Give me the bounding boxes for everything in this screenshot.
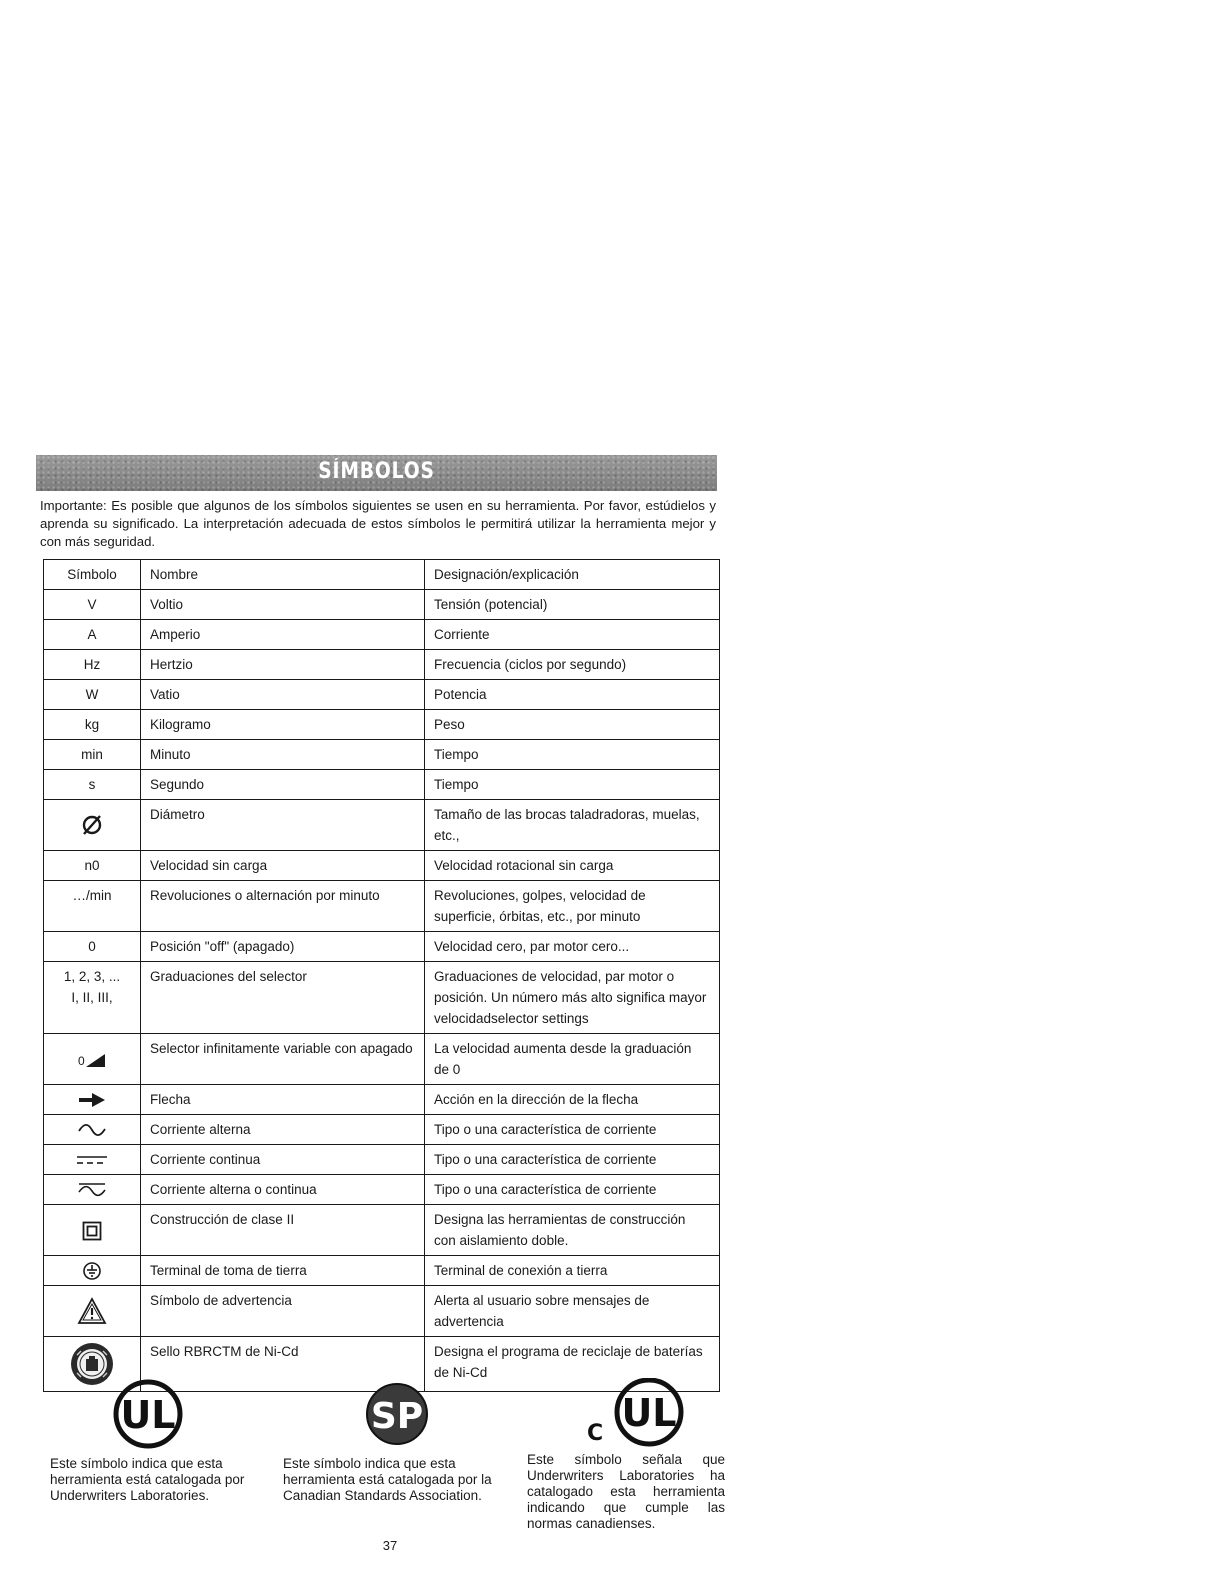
name-cell: Graduaciones del selector: [141, 962, 425, 1034]
ul-mark-icon: [106, 1378, 190, 1450]
name-cell: Revoluciones o alternación por minuto: [141, 881, 425, 932]
diameter-icon: [79, 812, 105, 838]
table-row: [44, 881, 720, 932]
table-row: [44, 1115, 720, 1145]
symbol-cell: s: [44, 770, 141, 800]
table-row: [44, 1034, 720, 1085]
name-cell: Corriente alterna o continua: [141, 1175, 425, 1205]
desc-cell: Potencia: [425, 680, 720, 710]
table-row: [44, 680, 720, 710]
symbol-cell: [44, 1256, 141, 1286]
desc-cell: Tiempo: [425, 770, 720, 800]
symbol-cell: kg: [44, 710, 141, 740]
desc-cell: Designa el programa de reciclaje de baterías de Ni-Cd: [425, 1337, 720, 1392]
symbol-cell: [44, 1034, 141, 1085]
name-cell: Kilogramo: [141, 710, 425, 740]
desc-cell: Revoluciones, golpes, velocidad de superficie, órbitas, etc., por minuto: [425, 881, 720, 932]
name-cell: Hertzio: [141, 650, 425, 680]
table-row: [44, 620, 720, 650]
name-cell: Segundo: [141, 770, 425, 800]
desc-cell: Alerta al usuario sobre mensajes de advertencia: [425, 1286, 720, 1337]
desc-cell: Frecuencia (ciclos por segundo): [425, 650, 720, 680]
table-row: [44, 1205, 720, 1256]
symbol-line: 1, 2, 3, ...: [63, 969, 121, 984]
table-row: [44, 1085, 720, 1115]
desc-cell: Peso: [425, 710, 720, 740]
name-cell: Sello RBRCTM de Ni-Cd: [141, 1337, 425, 1392]
name-cell: Posición "off" (apagado): [141, 932, 425, 962]
cul-mark-prefix: C: [587, 1421, 604, 1446]
symbol-cell: [44, 1145, 141, 1175]
symbol-cell: 0: [44, 932, 141, 962]
table-row: [44, 1145, 720, 1175]
symbol-cell: [44, 1205, 141, 1256]
variable-selector-icon: [77, 1050, 107, 1070]
ul-mark: [106, 1378, 190, 1455]
symbols-table: [43, 559, 720, 1392]
ul-mark-text: UL: [120, 1393, 176, 1437]
desc-cell: Corriente: [425, 620, 720, 650]
table-row: [44, 800, 720, 851]
symbol-cell: n0: [44, 851, 141, 881]
table-row: [44, 1175, 720, 1205]
symbol-cell: min: [44, 740, 141, 770]
table-row: [44, 932, 720, 962]
header-desc: Designación/explicación: [425, 560, 720, 590]
table-row: [44, 1286, 720, 1337]
desc-cell: Tipo o una característica de corriente: [425, 1175, 720, 1205]
table-row: [44, 851, 720, 881]
desc-cell: Tipo o una característica de corriente: [425, 1145, 720, 1175]
symbol-cell: A: [44, 620, 141, 650]
name-cell: Flecha: [141, 1085, 425, 1115]
cul-mark-icon: [567, 1378, 697, 1450]
certification-marks: [40, 1378, 730, 1531]
table-row: [44, 710, 720, 740]
direct-current-icon: [75, 1153, 109, 1167]
desc-cell: Velocidad cero, par motor cero...: [425, 932, 720, 962]
symbol-cell: W: [44, 680, 141, 710]
table-row: [44, 770, 720, 800]
name-cell: Minuto: [141, 740, 425, 770]
name-cell: Voltio: [141, 590, 425, 620]
symbol-cell: [44, 1085, 141, 1115]
name-cell: Corriente continua: [141, 1145, 425, 1175]
symbol-cell: Hz: [44, 650, 141, 680]
cul-mark-text: UL: [621, 1391, 677, 1435]
desc-cell: Tipo o una característica de corriente: [425, 1115, 720, 1145]
desc-cell: Tiempo: [425, 740, 720, 770]
csa-caption: Este símbolo indica que esta herramienta está catalogada por la Canadian Standards Association.: [283, 1456, 492, 1503]
desc-cell: Designa las herramientas de construcción con aislamiento doble.: [425, 1205, 720, 1256]
arrow-icon: [76, 1092, 108, 1108]
symbol-cell: V: [44, 590, 141, 620]
ac-dc-icon: [76, 1181, 108, 1199]
svg-text:0: 0: [78, 1053, 85, 1068]
desc-cell: Acción en la dirección de la flecha: [425, 1085, 720, 1115]
name-cell: Selector infinitamente variable con apagado: [141, 1034, 425, 1085]
alternating-current-icon: [76, 1122, 108, 1138]
symbol-cell: [44, 1115, 141, 1145]
table-row: [44, 590, 720, 620]
intro-paragraph: Importante: Es posible que algunos de los símbolos siguientes se usen en su herramienta. Por favor, estúdielos y aprenda su significado. La interpretación adecuada de estos símbolos le permitirá utilizar la herramienta mejor y con más seguridad.: [40, 498, 716, 549]
name-cell: Construcción de clase II: [141, 1205, 425, 1256]
desc-cell: Tamaño de las brocas taladradoras, muelas, etc.,: [425, 800, 720, 851]
symbol-cell: …/min: [44, 881, 141, 932]
desc-cell: Terminal de conexión a tierra: [425, 1256, 720, 1286]
cul-mark: [567, 1378, 697, 1455]
table-row: [44, 740, 720, 770]
table-row: [44, 650, 720, 680]
name-cell: Diámetro: [141, 800, 425, 851]
symbol-cell: [44, 962, 141, 1034]
desc-cell: Velocidad rotacional sin carga: [425, 851, 720, 881]
csa-mark-text: SP: [370, 1396, 424, 1437]
name-cell: Amperio: [141, 620, 425, 650]
table-row: [44, 962, 720, 1034]
symbol-cell: [44, 800, 141, 851]
table-header-row: [44, 560, 720, 590]
name-cell: Terminal de toma de tierra: [141, 1256, 425, 1286]
symbol-line: I, II, III,: [71, 990, 113, 1005]
earth-terminal-icon: [82, 1261, 102, 1281]
header-symbol: Símbolo: [44, 560, 141, 590]
symbol-cell: [44, 1175, 141, 1205]
section-banner: [36, 455, 717, 491]
table-row: [44, 1256, 720, 1286]
section-title: SÍMBOLOS: [318, 459, 435, 484]
header-name: Nombre: [141, 560, 425, 590]
desc-cell: Graduaciones de velocidad, par motor o posición. Un número más alto significa mayor velocidadselector settings: [425, 962, 720, 1034]
desc-cell: Tensión (potencial): [425, 590, 720, 620]
name-cell: Velocidad sin carga: [141, 851, 425, 881]
desc-cell: La velocidad aumenta desde la graduación de 0: [425, 1034, 720, 1085]
csa-mark-icon: [355, 1378, 439, 1450]
name-cell: Vatio: [141, 680, 425, 710]
warning-icon: [77, 1297, 107, 1325]
page-number: 37: [382, 1538, 398, 1553]
csa-mark: [355, 1378, 439, 1455]
class-ii-construction-icon: [82, 1221, 102, 1241]
cul-caption: Este símbolo señala que Underwriters Laboratories ha catalogado esta herramienta indicando que cumple las normas canadienses.: [527, 1452, 725, 1531]
ul-caption: Este símbolo indica que esta herramienta está catalogada por Underwriters Laboratories.: [50, 1456, 245, 1503]
name-cell: Corriente alterna: [141, 1115, 425, 1145]
symbol-cell: [44, 1286, 141, 1337]
name-cell: Símbolo de advertencia: [141, 1286, 425, 1337]
